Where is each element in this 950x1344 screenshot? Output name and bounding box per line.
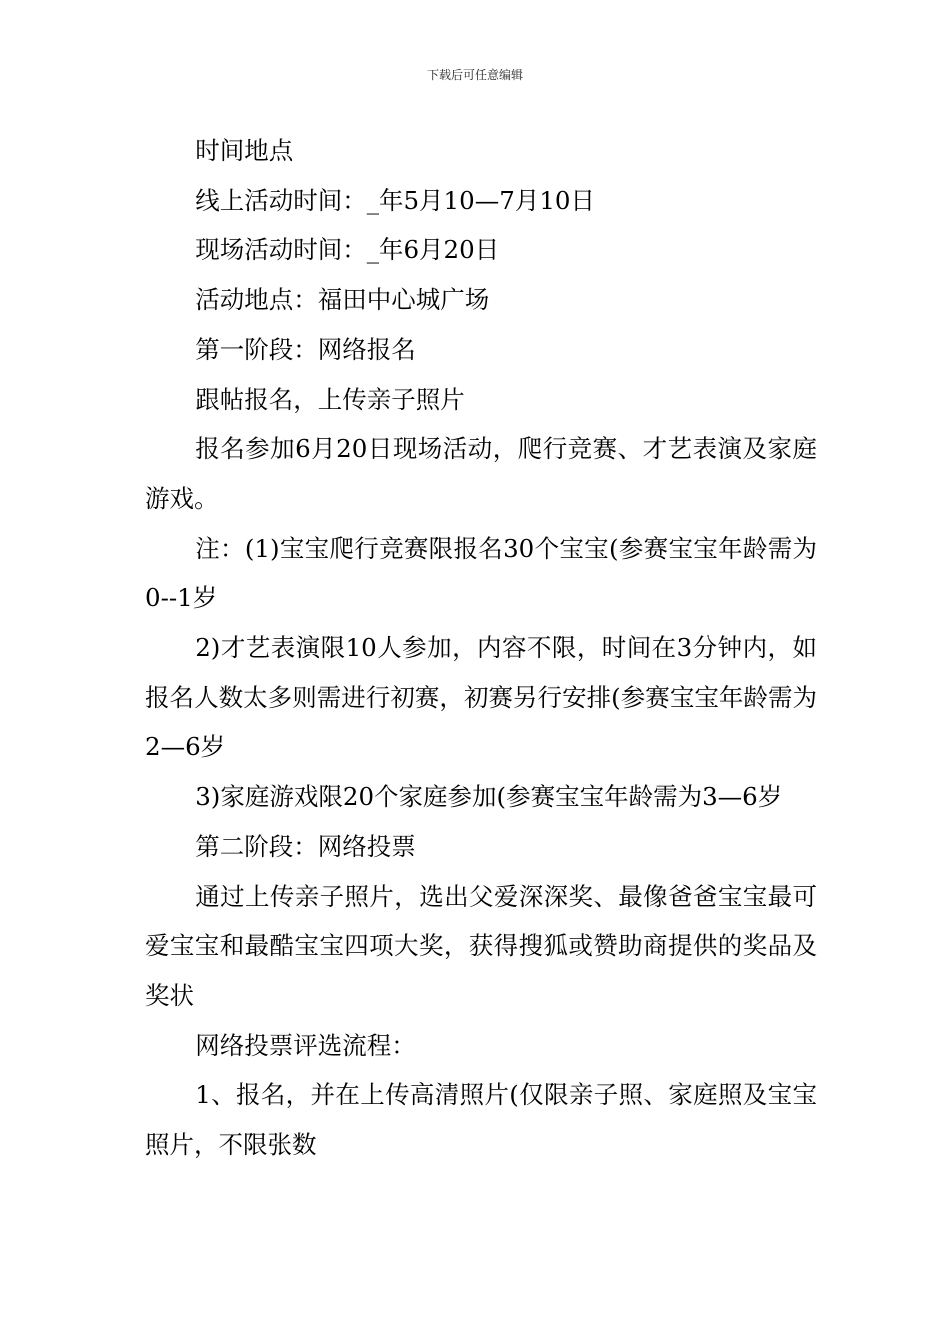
paragraph-note-talent: 2)才艺表演限10人参加，内容不限，时间在3分钟内，如报名人数太多则需进行初赛，初赛另行安排(参赛宝宝年龄需为2—6岁	[145, 633, 817, 762]
paragraph-stage-two: 第二阶段：网络投票	[195, 831, 416, 861]
paragraph-onsite-time: 现场活动时间：_年6月20日	[195, 235, 500, 265]
paragraph-awards: 通过上传亲子照片，选出父爱深深奖、最像爸爸宝宝最可爱宝宝和最酷宝宝四项大奖，获得搜狐或赞助商提供的奖品及奖状	[145, 881, 817, 1010]
paragraph-location: 活动地点：福田中心城广场	[195, 285, 490, 315]
paragraph-time-location-heading: 时间地点	[195, 136, 294, 165]
paragraph-note-family-game: 3)家庭游戏限20个家庭参加(参赛宝宝年龄需为3—6岁	[195, 782, 783, 812]
paragraph-online-time: 线上活动时间：_年5月10—7月10日	[195, 185, 595, 215]
paragraph-stage-one: 第一阶段：网络报名	[195, 334, 416, 364]
paragraph-step-one: 1、报名，并在上传高清照片(仅限亲子照、家庭照及宝宝照片，不限张数	[145, 1080, 817, 1160]
paragraph-signup: 跟帖报名，上传亲子照片	[195, 384, 465, 414]
paragraph-note-crawl: 注：(1)宝宝爬行竞赛限报名30个宝宝(参赛宝宝年龄需为0--1岁	[145, 533, 817, 613]
document-body	[145, 126, 817, 1170]
paragraph-voting-process: 网络投票评选流程：	[195, 1030, 416, 1060]
page-header-note: 下载后可任意编辑	[426, 68, 523, 82]
paragraph-onsite-events: 报名参加6月20日现场活动，爬行竞赛、才艺表演及家庭游戏。	[145, 434, 817, 513]
